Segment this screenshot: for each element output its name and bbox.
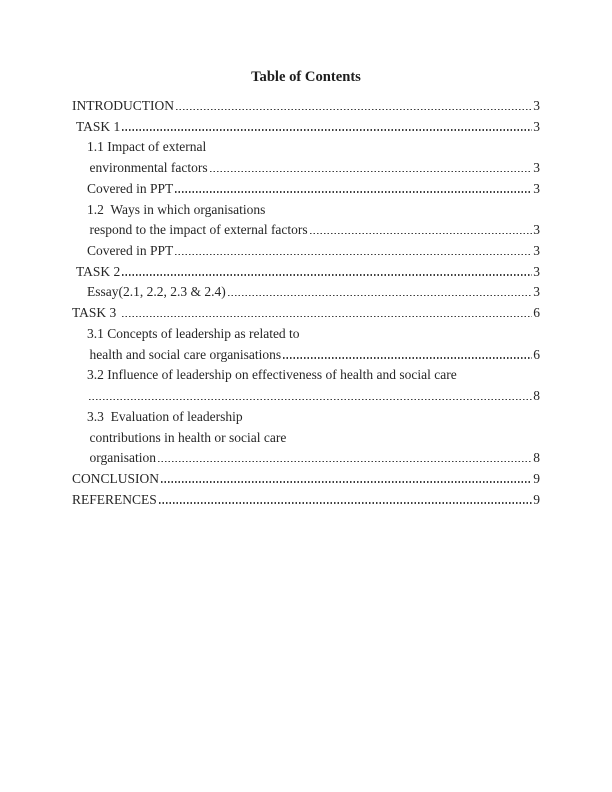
toc-entry [72,469,540,490]
toc-entry [72,365,540,386]
toc-entry-text: 1.2 Ways in which organisations [87,201,266,217]
dot-leader [158,461,532,463]
dot-leader [122,316,533,318]
toc-page-number: 3 [533,263,540,279]
toc-entry [72,282,540,303]
toc-entry-text: TASK 2 [76,263,121,279]
toc-page-number: 3 [533,222,540,238]
dot-leader [228,295,533,297]
toc-entry-text: Covered in PPT [87,180,174,196]
dot-leader [159,502,532,504]
toc-entry [72,179,540,200]
toc-page-number: 6 [533,305,540,321]
toc-page-number: 9 [533,470,540,486]
toc-entry-text: INTRODUCTION [72,98,174,113]
dot-leader [310,233,533,235]
toc-entry-text: contributions in health or social care [89,429,287,445]
toc-page-number: 6 [533,346,540,362]
toc-entry-text: environmental factors [89,160,208,176]
toc-page-number: 8 [533,388,540,404]
toc-page-number: 9 [533,491,540,507]
toc-entry [72,262,540,283]
toc-entry [72,386,540,407]
page-title: Table of Contents [251,69,361,85]
dot-leader [122,129,532,131]
toc-entry [72,117,540,138]
toc-entry-text: organisation [89,450,156,466]
toc-page-number: 3 [533,284,540,300]
dot-leader [89,399,532,401]
toc-entry [72,490,540,511]
toc-page-number: 3 [533,180,540,196]
dot-leader [175,191,532,193]
toc-entry-text: respond to the impact of external factors [89,222,308,238]
toc-entry-text: 3.3 Evaluation of leadership [87,408,243,424]
toc-entry-text: TASK 1 [76,118,121,134]
toc-page-number: 3 [533,98,540,113]
toc-entry-text: TASK 3 [72,305,120,321]
toc-page-number: 3 [533,160,540,176]
dot-leader [122,274,532,276]
toc-page-number: 3 [533,118,540,134]
dot-leader [175,254,532,256]
toc-entry [72,345,540,366]
toc-entry [72,448,540,469]
toc-entry [72,407,540,428]
toc-entry-text: health and social care organisations [89,346,282,362]
toc-entry [72,303,540,324]
toc-entry-text: CONCLUSION [72,470,160,486]
dot-leader [161,481,532,483]
toc-entry-text: Covered in PPT [87,243,174,259]
toc-page-number: 3 [533,243,540,259]
toc-entry [72,428,540,449]
toc-entry-text: REFERENCES [72,491,157,507]
toc-entry-text: 3.2 Influence of leadership on effectiveness of health and social care [87,367,457,383]
dot-leader [176,109,532,111]
dot-leader [210,171,533,173]
toc-entry [72,158,540,179]
toc-entry-text: 1.1 Impact of external [87,139,207,155]
toc-entry [72,220,540,241]
toc-entry-text: 3.1 Concepts of leadership as related to [87,325,300,341]
toc-entry [72,200,540,221]
toc-entry [72,137,540,158]
toc-entry [72,96,540,117]
toc-entry-text: Essay(2.1, 2.2, 2.3 & 2.4) [87,284,226,300]
toc-entry [72,324,540,345]
toc-page-number: 8 [533,450,540,466]
table-of-contents [72,96,540,510]
toc-entry [72,241,540,262]
dot-leader [283,357,532,359]
